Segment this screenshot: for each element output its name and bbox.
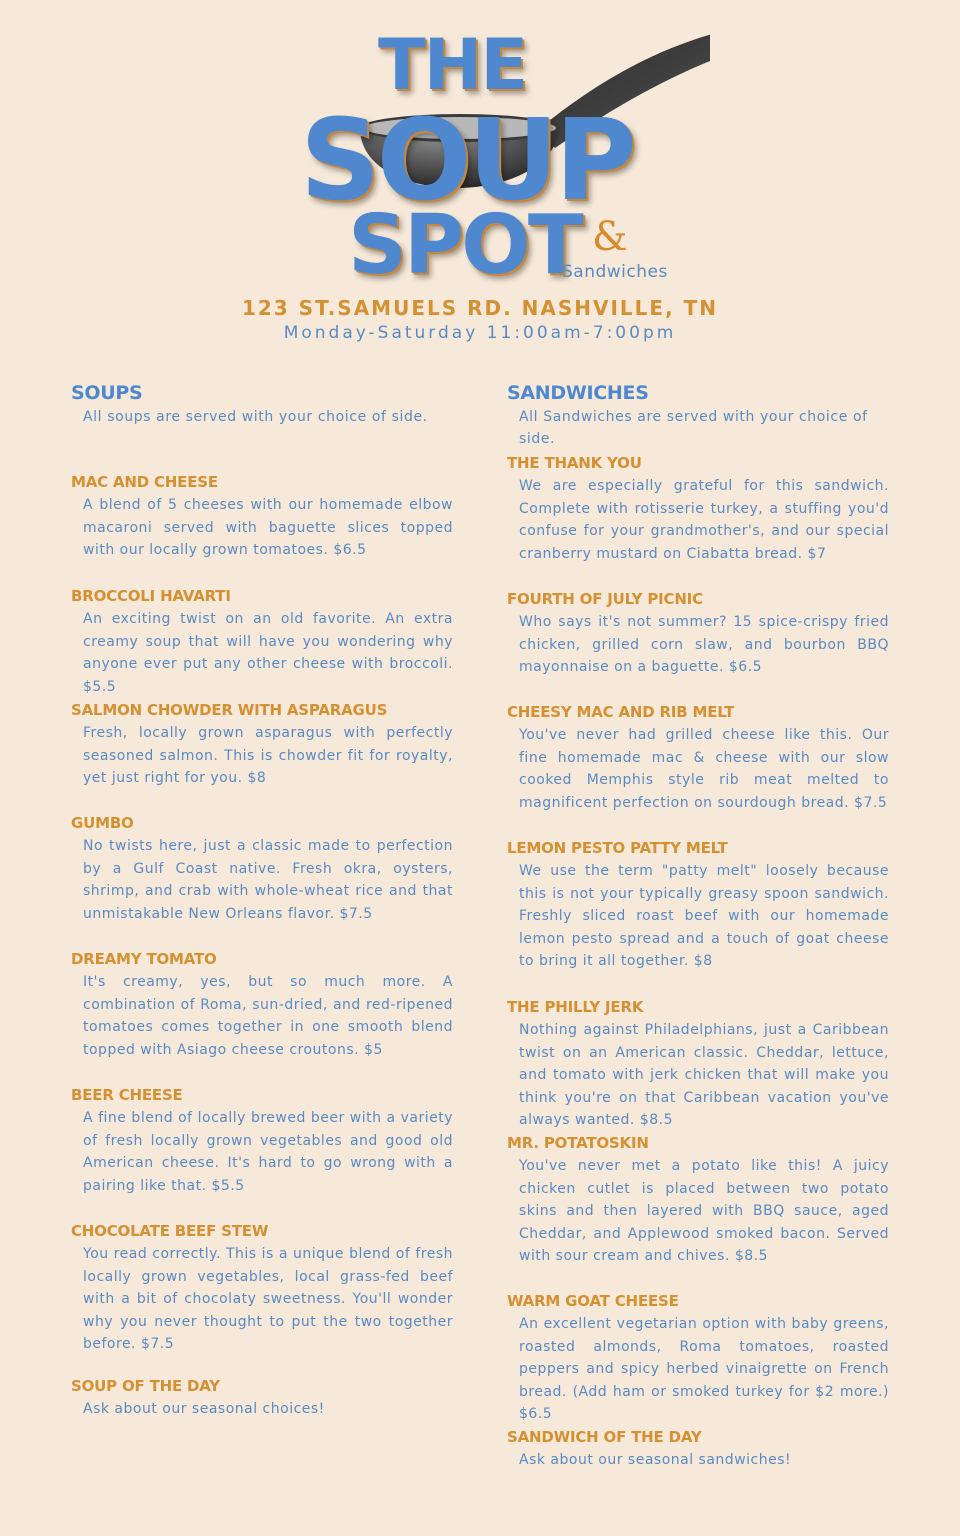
menu-item	[71, 813, 453, 925]
item-description: Nothing against Philadelphians, just a Caribbean twist on an American classic. Cheddar, lettuce, and tomato with jerk chicken that will make you think you're on that Caribbean vacation you've always wanted. $8.5	[519, 1022, 889, 1128]
menu-item	[507, 589, 889, 679]
item-description: A fine blend of locally brewed beer with a variety of fresh locally grown vegetables and good old American cheese. It's hard to go wrong with a pairing like that. $5.5	[83, 1110, 453, 1194]
logo-ampersand: &	[592, 214, 628, 260]
address: 123 ST.SAMUELS RD. NASHVILLE, TN	[241, 296, 719, 320]
logo	[290, 18, 690, 298]
item-description: It's creamy, yes, but so much more. A combination of Roma, sun-dried, and red-ripened tomatoes comes together in one smooth blend topped with Asiago cheese croutons. $5	[83, 974, 453, 1058]
item-name: FOURTH OF JULY PICNIC	[507, 590, 703, 608]
item-name: LEMON PESTO PATTY MELT	[507, 839, 728, 857]
item-description: Who says it's not summer? 15 spice-crispy fried chicken, grilled corn slaw, and bourbon BBQ mayonnaise on a baguette. $6.5	[519, 614, 889, 675]
item-description: Fresh, locally grown asparagus with perfectly seasoned salmon. This is chowder fit for royalty, yet just right for you. $8	[83, 725, 453, 786]
sandwiches-section	[507, 380, 889, 1468]
menu-item	[71, 1085, 453, 1197]
item-name: CHOCOLATE BEEF STEW	[71, 1222, 269, 1240]
logo-soup: SOUP	[300, 96, 633, 226]
item-name: SOUP OF THE DAY	[71, 1377, 220, 1395]
item-description: No twists here, just a classic made to perfection by a Gulf Coast native. Fresh okra, oysters, shrimp, and crab with whole-wheat rice and that unmistakable New Orleans flavor. $7.5	[83, 838, 453, 922]
menu-item	[507, 838, 889, 973]
menu-item	[507, 453, 889, 565]
item-description: An excellent vegetarian option with baby greens, roasted almonds, Roma tomatoes, roasted peppers and spicy herbed vinaigrette on French bread. (Add ham or smoked turkey for $2 more.) $6.5	[519, 1316, 889, 1422]
item-name: DREAMY TOMATO	[71, 950, 217, 968]
menu-item	[71, 586, 453, 698]
item-description: You've never had grilled cheese like this. Our fine homemade mac & cheese with our slow cooked Memphis style rib meat melted to magnificent perfection on sourdough bread. $7.5	[519, 727, 889, 811]
hours: Monday-Saturday 11:00am-7:00pm	[283, 323, 677, 343]
item-name: MR. POTATOSKIN	[507, 1134, 649, 1152]
sandwiches-note: All Sandwiches are served with your choice of side.	[519, 409, 868, 447]
menu-item	[71, 472, 453, 562]
item-description: You read correctly. This is a unique blend of fresh locally grown vegetables, local grass-fed beef with a bit of chocolaty sweetness. You'll wonder why you never thought to put the two together before. $7.5	[83, 1246, 453, 1352]
menu-item	[71, 700, 453, 790]
item-name: GUMBO	[71, 814, 134, 832]
menu-item	[507, 1427, 889, 1472]
menu-item	[507, 997, 889, 1132]
item-description: A blend of 5 cheeses with our homemade elbow macaroni served with baguette slices topped with our locally grown tomatoes. $6.5	[83, 497, 453, 558]
item-name: MAC AND CHEESE	[71, 473, 218, 491]
item-description: Ask about our seasonal choices!	[83, 1401, 325, 1417]
menu-item	[71, 1376, 453, 1421]
menu-item	[71, 1221, 453, 1356]
item-name: WARM GOAT CHEESE	[507, 1292, 679, 1310]
item-name: THE THANK YOU	[507, 454, 642, 472]
menu-item	[507, 1133, 889, 1268]
sandwiches-title: SANDWICHES	[507, 382, 649, 404]
item-name: BROCCOLI HAVARTI	[71, 587, 231, 605]
item-name: SANDWICH OF THE DAY	[507, 1428, 702, 1446]
menu-item	[507, 1291, 889, 1426]
logo-the: THE	[378, 24, 527, 106]
item-name: CHEESY MAC AND RIB MELT	[507, 703, 735, 721]
menu-item	[71, 949, 453, 1061]
item-description: An exciting twist on an old favorite. An extra creamy soup that will have you wondering why anyone ever put any other cheese with broccoli. $5.5	[83, 611, 453, 695]
item-description: We use the term "patty melt" loosely because this is not your typically greasy spoon sandwich. Freshly sliced roast beef with our homemade lemon pesto spread and a touch of goat cheese to bring it all together. $8	[519, 863, 889, 969]
item-name: SALMON CHOWDER WITH ASPARAGUS	[71, 701, 388, 719]
item-description: Ask about our seasonal sandwiches!	[519, 1452, 792, 1468]
item-description: You've never met a potato like this! A juicy chicken cutlet is placed between two potato skins and then layered with BBQ sauce, aged Cheddar, and Applewood smoked bacon. Served with sour cream and chives. $8.5	[519, 1158, 889, 1264]
logo-spot: SPOT	[348, 198, 581, 293]
soups-note: All soups are served with your choice of side.	[83, 409, 428, 425]
soups-title: SOUPS	[71, 382, 143, 404]
soups-section	[71, 380, 453, 1417]
item-name: BEER CHEESE	[71, 1086, 183, 1104]
logo-sandwiches: Sandwiches	[562, 262, 668, 282]
item-name: THE PHILLY JERK	[507, 998, 644, 1016]
menu-item	[507, 702, 889, 814]
item-description: We are especially grateful for this sandwich. Complete with rotisserie turkey, a stuffing you'd confuse for your grandmother's, and our special cranberry mustard on Ciabatta bread. $7	[519, 478, 889, 562]
